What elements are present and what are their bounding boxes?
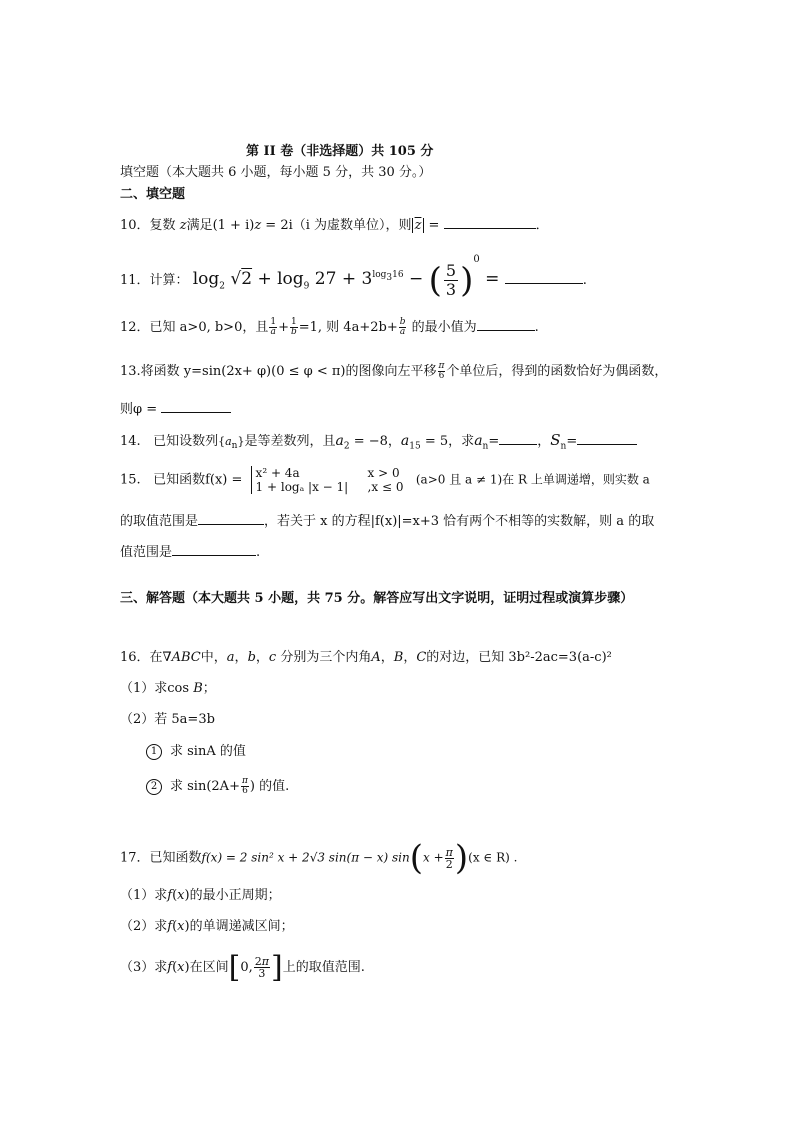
q10-equation: (1 + i)z = 2i: [212, 218, 293, 233]
fx: f: [167, 888, 173, 903]
q14-text: ，: [537, 434, 551, 449]
q14-text: ，求: [448, 434, 475, 449]
q10-number: 10．: [120, 218, 150, 233]
q15-text: (a>0 且 a ≠ 1)在 R 上单调递增，则实数 a: [415, 472, 650, 487]
q16-text: 分别为三个内角: [280, 650, 372, 665]
q10-text: （i 为虚数单位），则: [292, 218, 412, 233]
paren-left: (: [428, 260, 442, 301]
q17-text: 的单调递减区间；: [189, 919, 294, 934]
fraction: $\frac{5}{3}$: [445, 261, 457, 299]
answer-blank[interactable]: [505, 271, 583, 284]
q12-number: 12．已知: [120, 320, 176, 335]
sides: a: [226, 650, 235, 665]
q17-text: 在区间: [189, 960, 229, 975]
q10-text: 满足: [186, 218, 213, 233]
a15-eq: a: [400, 433, 410, 449]
q16-sub2: [146, 775, 289, 796]
case2-cond: ,x ≤ 0: [367, 480, 404, 494]
fraction: $\frac{b}{a}$: [399, 317, 406, 337]
q13-text: 个单位后，得到的函数恰好为偶函数，: [446, 364, 668, 379]
question-15-line3: [120, 541, 260, 560]
fraction: $\frac{2\pi}{3}$: [254, 955, 269, 980]
q17-formula: f(x) = 2 sin² x + 2√3 sin(π − x) sin: [201, 850, 410, 865]
q17-part-label: （2）求: [120, 919, 168, 934]
answer-blank[interactable]: [198, 512, 264, 525]
triangle-symbol: ∇: [162, 650, 172, 665]
q16-sub-text: 求 sin(2A+: [170, 779, 240, 794]
abs-zbar: $\overline{z}$: [412, 218, 425, 233]
q15-text: ，若关于 x 的方程|f(x)|=x+3 恰有两个不相等的实数解，则 a 的取: [264, 514, 655, 529]
q17-part-label: （3）求: [120, 960, 168, 975]
question-15: [120, 466, 650, 494]
question-13: [120, 360, 667, 381]
q14-text: 已知设数列: [153, 434, 219, 449]
q12-text: .: [534, 320, 539, 335]
q15-text: 的取值范围是: [120, 514, 199, 529]
q16-text: ；: [202, 681, 216, 696]
fraction: $\frac{\pi}{6}$: [438, 361, 445, 381]
bracket-left: [: [228, 950, 241, 985]
q11-number: 11．计算：: [120, 273, 189, 288]
answer-blank[interactable]: [499, 432, 537, 445]
circled-2-icon: 2: [146, 779, 162, 795]
q13-text: 13.将函数 y=sin(2x+ φ)(0 ≤ φ < π)的图像向左平移: [120, 364, 437, 379]
answer-blank[interactable]: [577, 432, 637, 445]
var-z: z: [179, 218, 187, 233]
q17-part1: （1）求f(x)的最小正周期；: [120, 888, 281, 903]
answer-blank[interactable]: [477, 318, 535, 331]
circled-1-icon: 1: [146, 744, 162, 760]
q16-number: 16．在: [120, 650, 163, 665]
triangle-name: ABC: [171, 650, 201, 665]
bracket-right: ]: [270, 950, 283, 985]
answer-blank[interactable]: [444, 216, 536, 229]
paren-right: ): [460, 260, 474, 301]
q12-text: =1, 则 4a+2b+: [298, 320, 398, 335]
a2-eq: a: [335, 433, 344, 449]
q14-text: ，: [387, 434, 401, 449]
q14-number: 14.: [120, 434, 141, 449]
q17-part3: （3）求f(x)在区间[0, $\frac{2\pi}{3}$ ]上的取值范围.: [120, 950, 365, 985]
q15-text: .: [256, 545, 261, 560]
fx: f: [167, 919, 173, 934]
q12-text: 的最小值为: [407, 320, 477, 335]
question-14: 14. 已知设数列$\{a_n\}$是等差数列，且$a_2 = -8$，$a_{15} = 5$，求$a_n=$ ，$S_n=$: [120, 430, 637, 452]
answer-blank[interactable]: [172, 543, 256, 556]
fraction: $\frac{1}{a}$: [270, 317, 277, 337]
q16-part1: [120, 677, 216, 696]
q16-sub-text: ) 的值.: [249, 779, 290, 794]
q17-text: 上的取值范围.: [282, 960, 365, 975]
sn-symbol: S: [550, 431, 561, 449]
interval-start: 0,: [240, 960, 253, 975]
q15-text: 值范围是: [120, 545, 173, 560]
q17-part2: （2）求f(x)的单调递减区间；: [120, 919, 294, 934]
fill-in-note: 填空题（本大题共 6 小题，每小题 5 分，共 30 分。）: [120, 165, 432, 180]
answer-blank[interactable]: [161, 400, 231, 413]
question-16: 16．在∇ABC中，a，b，c 分别为三个内角A，B，C的对边，已知 3b²-2ac=3(a-c)²: [120, 650, 612, 665]
q10-text: 复数: [149, 218, 176, 233]
q16-part2: （2）若 5a=3b: [120, 712, 215, 727]
q10-text: ．: [535, 218, 549, 233]
paren-left: (: [409, 838, 424, 878]
q16-sub-text: 求 sinA 的值: [170, 744, 246, 759]
section-title: 第 II 卷（非选择题）共 105 分: [246, 144, 434, 159]
q12-text: a>0, b>0，且: [175, 320, 269, 335]
q14-text: =: [566, 434, 578, 449]
q17-text: 的最小正周期；: [189, 888, 281, 903]
q17-text: (x ∈ R) .: [468, 850, 518, 865]
question-13-line2: [120, 398, 231, 417]
paren-right: ): [454, 838, 469, 878]
q16-part-label: （1）求: [120, 681, 168, 696]
angles: A: [371, 650, 381, 665]
q10-text: =: [424, 218, 444, 233]
q11-formula: $\log_2 √2 + \log_9 27 + 3^{log_316}$ −: [192, 269, 429, 292]
case2-expr: 1 + logₐ |x − 1|: [255, 480, 349, 494]
question-15-line2: [120, 510, 654, 529]
case1-cond: x > 0: [367, 466, 400, 480]
cosB: cos B: [167, 681, 203, 696]
x-plus: x +: [423, 850, 444, 865]
q15-number: 15.: [120, 472, 141, 488]
q17-number: 17．已知函数: [120, 850, 202, 866]
q13-text: 则φ =: [120, 402, 162, 417]
an-symbol: a: [474, 433, 483, 449]
equals: =: [479, 269, 505, 289]
case1-expr: x² + 4a: [255, 466, 300, 480]
fx: f: [167, 960, 173, 975]
question-17: [120, 838, 517, 878]
piecewise: [251, 466, 404, 494]
q16-sub1: [146, 740, 246, 760]
q14-text: 是等差数列，且: [244, 434, 336, 449]
q14-text: =: [488, 434, 500, 449]
fraction: $\frac{\pi}{6}$: [241, 776, 248, 796]
seq-an: $\{a_n\}$: [218, 435, 245, 452]
q15-text: 已知函数f(x) =: [153, 472, 247, 488]
question-11: 11．计算： $\log_2 √2 + \log_9 27 + 3^{log_316}$ − ( $\frac{5}{3}$ )$^0$ = .: [120, 254, 587, 301]
q17-part-label: （1）求: [120, 888, 168, 903]
section3-heading: 三、解答题（本大题共 5 小题，共 75 分。解答应写出文字说明，证明过程或演算步骤）: [120, 591, 634, 606]
q16-text: 中，: [200, 650, 227, 665]
fraction: $\frac{1}{b}$: [290, 317, 297, 337]
question-10: [120, 214, 549, 233]
q16-text: 的对边，已知 3b²-2ac=3(a-c)²: [426, 650, 612, 665]
fraction: $\frac{\pi}{2}$: [445, 845, 453, 871]
section2-heading: 二、填空题: [120, 187, 186, 202]
question-12: 12．已知 a>0, b>0，且 $\frac{1}{a}$ + $\frac{1}{b}$ =1, 则 4a+2b+ $\frac{b}{a}$ 的最小值为 .: [120, 317, 539, 337]
